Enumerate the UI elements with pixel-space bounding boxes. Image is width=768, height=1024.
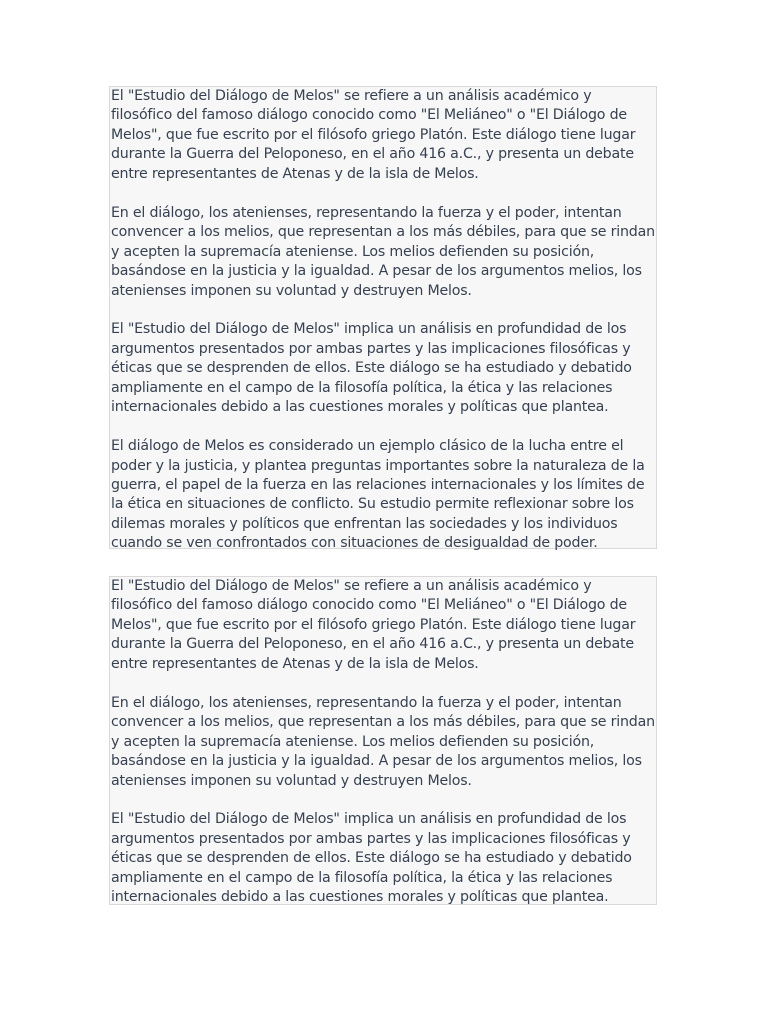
paragraph: El "Estudio del Diálogo de Melos" implica un análisis en profundidad de los argumentos presentados por ambas partes y las implicaciones filosóficas y éticas que se desprenden de ellos. Este diálogo se ha estudiado y debatido ampliamente en el campo de la filosofía política, la ética y las relaciones internacionales debido a las cuestiones morales y políticas que plantea. [111,321,632,416]
paragraph: El "Estudio del Diálogo de Melos" se refiere a un análisis académico y filosófico del famoso diálogo conocido como "El Meliáneo" o "El Diálogo de Melos", que fue escrito por el filósofo griego Platón. Este diálogo tiene lugar durante la Guerra del Peloponeso, en el año 416 a.C., y presenta un debate entre representantes de Atenas y de la isla de Melos. [111,88,636,182]
paragraph: El diálogo de Melos es considerado un ejemplo clásico de la lucha entre el poder y la justicia, y plantea preguntas importantes sobre la naturaleza de la guerra, el papel de la fuerza en las relaciones internacionales y los límites de la ética en situaciones de conflicto. Su estudio permite reflexionar sobre los dilemas morales y políticos que enfrentan las sociedades y los individuos cuando se ven confrontados con situaciones de desigualdad de poder. [111,438,645,552]
paragraph: En el diálogo, los atenienses, representando la fuerza y el poder, intentan convencer a los melios, que representan a los más débiles, para que se rindan y acepten la supremacía ateniense. Los melios defienden su posición, basándose en la justicia y la igualdad. A pesar de los argumentos melios, los atenienses imponen su voluntad y destruyen Melos. [111,204,655,299]
text-block-1 [109,86,657,552]
paragraph: El "Estudio del Diálogo de Melos" implica un análisis en profundidad de los argumentos presentados por ambas partes y las implicaciones filosóficas y éticas que se desprenden de ellos. Este diálogo se ha estudiado y debatido ampliamente en el campo de la filosofía política, la ética y las relaciones internacionales debido a las cuestiones morales y políticas que plantea. [111,811,632,906]
paragraph: El "Estudio del Diálogo de Melos" se refiere a un análisis académico y filosófico del famoso diálogo conocido como "El Meliáneo" o "El Diálogo de Melos", que fue escrito por el filósofo griego Platón. Este diálogo tiene lugar durante la Guerra del Peloponeso, en el año 416 a.C., y presenta un debate entre representantes de Atenas y de la isla de Melos. [111,578,636,672]
paragraph: En el diálogo, los atenienses, representando la fuerza y el poder, intentan convencer a los melios, que representan a los más débiles, para que se rindan y acepten la supremacía ateniense. Los melios defienden su posición, basándose en la justicia y la igualdad. A pesar de los argumentos melios, los atenienses imponen su voluntad y destruyen Melos. [111,694,655,789]
text-block-2 [109,576,657,905]
